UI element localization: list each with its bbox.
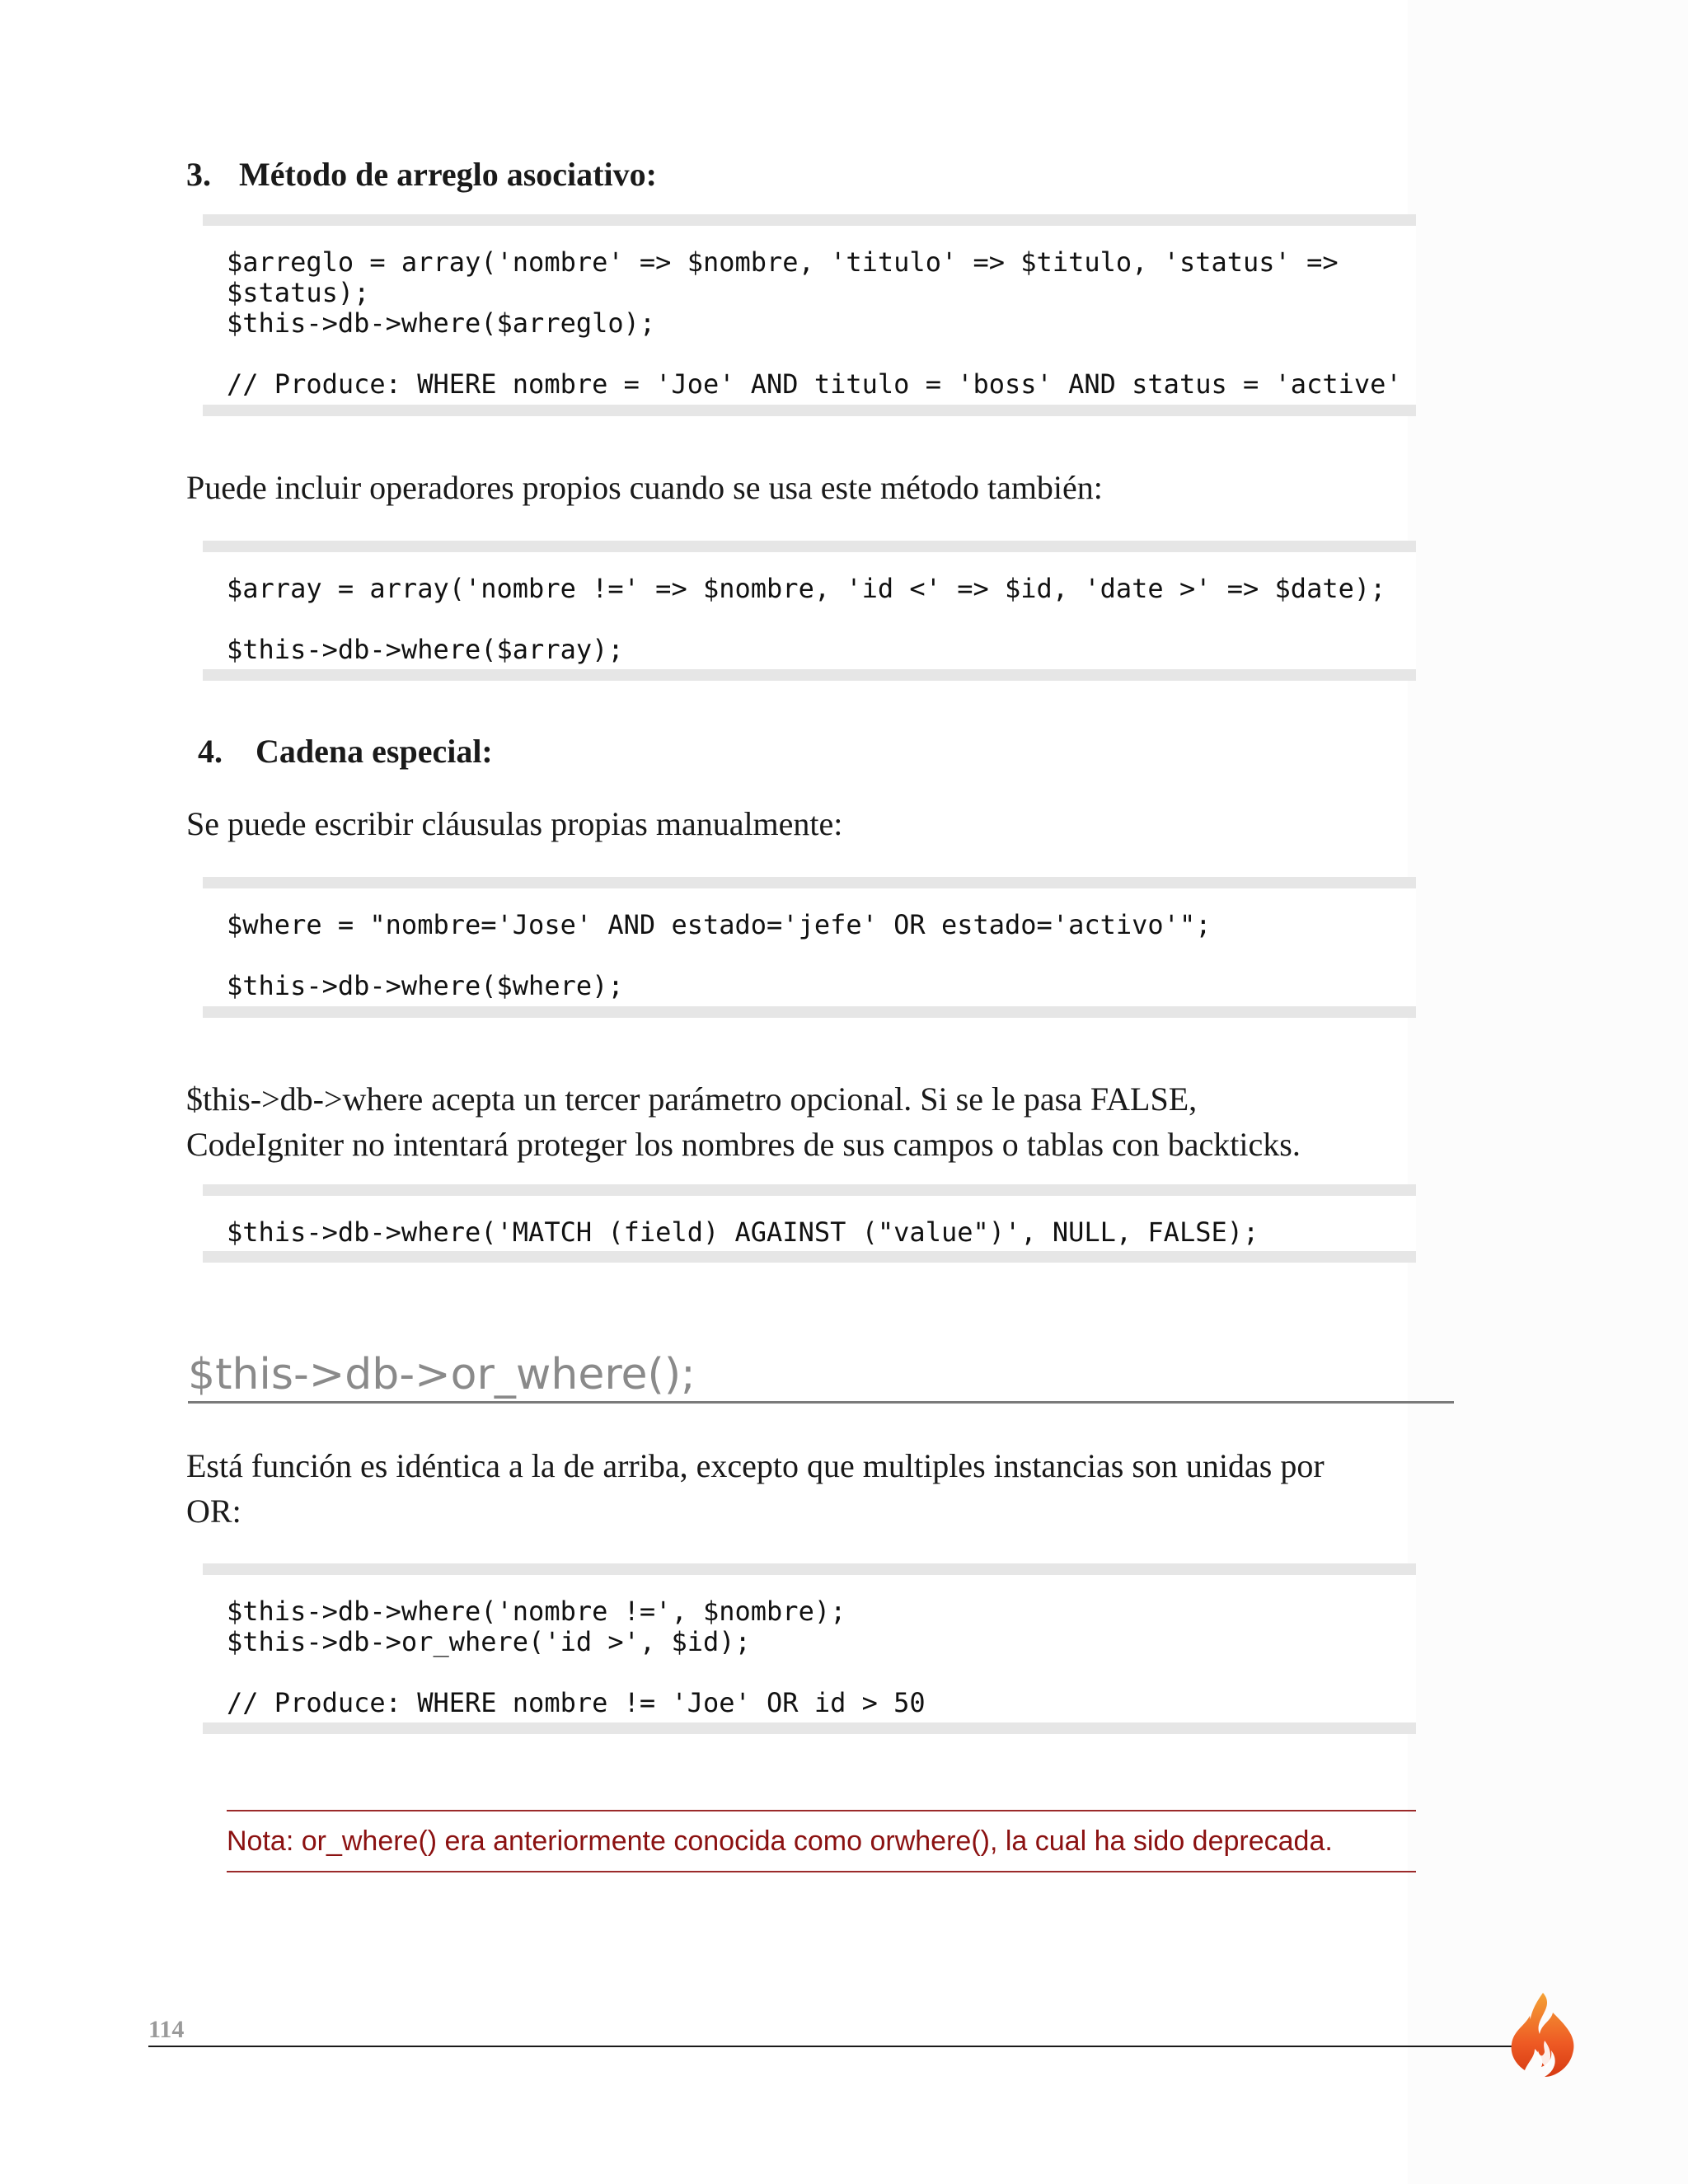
code-line [227,339,1416,369]
code-line: $this->db->where('MATCH (field) AGAINST ("value")', NULL, FALSE); [227,1216,1259,1248]
section-4-heading [198,732,493,771]
section-3-title: Método de arreglo asociativo: [239,156,657,193]
code-line-comment: // Produce: WHERE nombre != 'Joe' OR id > 50 [227,1687,926,1718]
section-title-or-where: $this->db->or_where(); [188,1348,1454,1404]
code-line: $array = array('nombre !=' => $nombre, 'id <' => $id, 'date >' => $date); [227,573,1386,604]
paragraph-line: $this->db->where acepta un tercer parámetro opcional. Si se le pasa FALSE, [186,1080,1198,1118]
code-block-operators [203,541,1416,681]
code-line: $this->db->where($array); [227,634,624,665]
paragraph-custom-clauses: Se puede escribir cláusulas propias manualmente: [186,805,843,842]
code-line [227,940,1416,971]
page-number: 114 [148,2016,185,2043]
section-4-title: Cadena especial: [256,733,493,770]
code-block-match-against [203,1184,1416,1263]
code-block-or-where [203,1563,1416,1734]
code-line: $this->db->or_where('id >', $id); [227,1626,751,1657]
paragraph-line: CodeIgniter no intentará proteger los nombres de sus campos o tablas con backticks. [186,1126,1301,1163]
section-3-heading [186,155,657,194]
paragraph-custom-operators: Puede incluir operadores propios cuando se usa este método también: [186,469,1103,506]
code-block-custom-string [203,877,1416,1018]
footer-divider [148,2046,1517,2047]
code-line: $arreglo = array('nombre' => $nombre, 'titulo' => $titulo, 'status' => [227,246,1339,278]
code-line-comment: // Produce: WHERE nombre = 'Joe' AND titulo = 'boss' AND status = 'active' [227,368,1402,400]
code-line: $where = "nombre='Jose' AND estado='jefe' OR estado='activo'"; [227,909,1212,940]
paragraph-third-parameter [186,1076,1301,1167]
code-line: $this->db->where('nombre !=', $nombre); [227,1596,846,1627]
paragraph-line: OR: [186,1493,241,1530]
code-line [227,1657,1416,1688]
deprecation-note: Nota: or_where() era anteriormente conocida como orwhere(), la cual ha sido deprecada. [227,1810,1416,1872]
section-4-number: 4. [198,733,223,770]
code-line: $status); [227,277,370,308]
page-margin-shade [1408,0,1688,2184]
paragraph-line: Está función es idéntica a la de arriba, excepto que multiples instancias son unidas por [186,1447,1325,1484]
code-line: $this->db->where($arreglo); [227,307,656,339]
section-3-number: 3. [186,156,211,193]
code-block-associative-array [203,214,1416,416]
code-line: $this->db->where($where); [227,970,624,1001]
codeigniter-flame-icon [1507,1991,1582,2079]
code-line [227,604,1416,635]
paragraph-or-where-description [186,1443,1325,1534]
